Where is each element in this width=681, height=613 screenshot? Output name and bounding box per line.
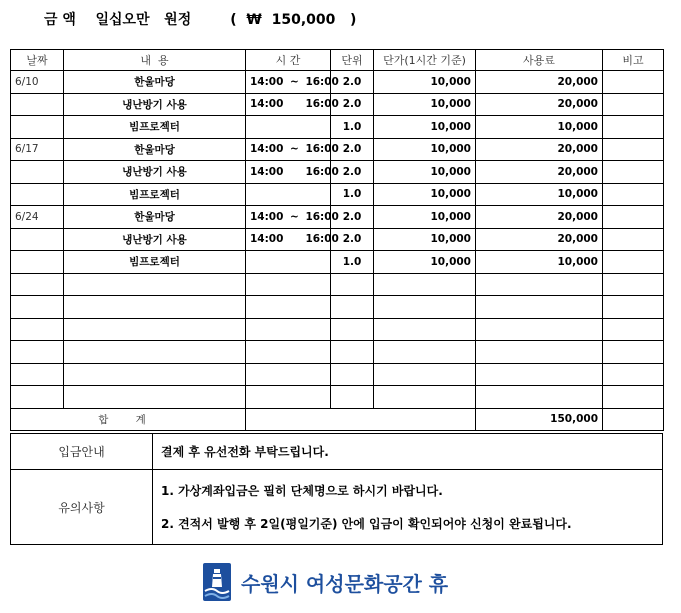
empty-cell bbox=[476, 386, 603, 409]
amount-unit: 원정 bbox=[164, 12, 192, 28]
row-item: 한울마당 bbox=[64, 138, 246, 161]
row-note bbox=[603, 161, 664, 184]
row-fee: 20,000 bbox=[476, 138, 603, 161]
table-row bbox=[11, 138, 664, 161]
notes-table bbox=[10, 433, 663, 545]
empty-cell bbox=[603, 341, 664, 364]
row-item: 빔프로젝터 bbox=[64, 251, 246, 274]
row-fee: 20,000 bbox=[476, 71, 603, 94]
row-time-to: 16:00 bbox=[305, 233, 339, 246]
amount-close-paren: ) bbox=[349, 12, 357, 28]
row-price: 10,000 bbox=[374, 183, 476, 206]
empty-cell bbox=[476, 296, 603, 319]
row-time-sep: ~ bbox=[290, 143, 299, 156]
organization-name: 수원시 여성문화공간 휴 bbox=[241, 571, 449, 596]
row-time bbox=[246, 228, 339, 251]
empty-cell bbox=[603, 318, 664, 341]
row-unit: 2.0 bbox=[331, 138, 374, 161]
header-time: 시 간 bbox=[246, 50, 331, 71]
row-time-to: 16:00 bbox=[305, 165, 339, 178]
row-price: 10,000 bbox=[374, 93, 476, 116]
row-note bbox=[603, 93, 664, 116]
row-price: 10,000 bbox=[374, 206, 476, 229]
row-item: 빔프로젝터 bbox=[64, 183, 246, 206]
empty-row bbox=[11, 318, 664, 341]
row-time bbox=[246, 93, 339, 116]
row-time-from: 14:00 bbox=[250, 143, 284, 156]
currency-symbol: ₩ bbox=[246, 12, 262, 28]
row-unit: 2.0 bbox=[331, 93, 374, 116]
empty-cell bbox=[374, 386, 476, 409]
empty-cell bbox=[11, 341, 64, 364]
table-row bbox=[11, 161, 664, 184]
amount-korean: 일십오만 bbox=[95, 12, 150, 28]
total-value: 150,000 bbox=[476, 408, 603, 431]
row-unit: 2.0 bbox=[331, 71, 374, 94]
row-note bbox=[603, 251, 664, 274]
empty-cell bbox=[374, 273, 476, 296]
empty-row bbox=[11, 273, 664, 296]
row-time bbox=[246, 71, 339, 94]
row-date: 6/24 bbox=[11, 206, 64, 229]
row-time-to: 16:00 bbox=[305, 98, 339, 111]
caution-row bbox=[11, 470, 663, 545]
header-fee: 사용료 bbox=[476, 50, 603, 71]
empty-cell bbox=[603, 386, 664, 409]
row-fee: 20,000 bbox=[476, 228, 603, 251]
total-note bbox=[603, 408, 664, 431]
empty-cell bbox=[246, 386, 331, 409]
row-note bbox=[603, 206, 664, 229]
row-unit: 1.0 bbox=[331, 116, 374, 139]
row-item: 빔프로젝터 bbox=[64, 116, 246, 139]
empty-cell bbox=[11, 318, 64, 341]
empty-cell bbox=[246, 341, 331, 364]
row-note bbox=[603, 71, 664, 94]
row-time-from: 14:00 bbox=[250, 210, 284, 223]
row-item: 한울마당 bbox=[64, 206, 246, 229]
empty-cell bbox=[11, 363, 64, 386]
empty-row bbox=[11, 386, 664, 409]
empty-cell bbox=[331, 273, 374, 296]
empty-row bbox=[11, 341, 664, 364]
row-date bbox=[11, 183, 64, 206]
row-date: 6/17 bbox=[11, 138, 64, 161]
row-time-from: 14:00 bbox=[250, 75, 284, 88]
row-note bbox=[603, 138, 664, 161]
empty-cell bbox=[476, 341, 603, 364]
header-item: 내 용 bbox=[64, 50, 246, 71]
row-price: 10,000 bbox=[374, 161, 476, 184]
caution-line-1: 1. 가상계좌입금은 필히 단체명으로 하시기 바랍니다. bbox=[161, 484, 443, 498]
row-fee: 10,000 bbox=[476, 183, 603, 206]
empty-cell bbox=[374, 318, 476, 341]
empty-cell bbox=[11, 296, 64, 319]
empty-cell bbox=[64, 296, 246, 319]
row-unit: 2.0 bbox=[331, 206, 374, 229]
row-time-from: 14:00 bbox=[250, 233, 284, 246]
row-time bbox=[246, 206, 339, 229]
header-row bbox=[11, 50, 664, 71]
caution-label: 유의사항 bbox=[11, 470, 153, 545]
row-date bbox=[11, 93, 64, 116]
empty-cell bbox=[246, 273, 331, 296]
row-price: 10,000 bbox=[374, 116, 476, 139]
row-note bbox=[603, 116, 664, 139]
empty-cell bbox=[603, 296, 664, 319]
row-time bbox=[246, 183, 331, 206]
row-fee: 20,000 bbox=[476, 93, 603, 116]
empty-cell bbox=[246, 318, 331, 341]
empty-cell bbox=[64, 318, 246, 341]
empty-cell bbox=[476, 273, 603, 296]
row-unit: 2.0 bbox=[331, 228, 374, 251]
empty-cell bbox=[374, 296, 476, 319]
row-time-to: 16:00 bbox=[305, 75, 339, 88]
row-time-to: 16:00 bbox=[305, 210, 339, 223]
caution-text bbox=[153, 470, 663, 545]
row-fee: 20,000 bbox=[476, 206, 603, 229]
table-row bbox=[11, 116, 664, 139]
row-fee: 10,000 bbox=[476, 116, 603, 139]
row-time-sep: ~ bbox=[290, 210, 299, 223]
header-unit: 단위 bbox=[331, 50, 374, 71]
row-fee: 20,000 bbox=[476, 161, 603, 184]
empty-cell bbox=[64, 273, 246, 296]
deposit-row bbox=[11, 434, 663, 470]
empty-cell bbox=[374, 363, 476, 386]
row-time-from: 14:00 bbox=[250, 165, 284, 178]
table-row bbox=[11, 251, 664, 274]
empty-cell bbox=[11, 386, 64, 409]
table-row bbox=[11, 206, 664, 229]
header-note: 비고 bbox=[603, 50, 664, 71]
amount-line bbox=[44, 9, 356, 29]
empty-row bbox=[11, 363, 664, 386]
empty-cell bbox=[331, 296, 374, 319]
row-price: 10,000 bbox=[374, 138, 476, 161]
amount-label: 금 액 bbox=[44, 12, 76, 28]
row-time bbox=[246, 116, 331, 139]
table-row bbox=[11, 71, 664, 94]
header-price: 단가(1시간 기준) bbox=[374, 50, 476, 71]
total-row bbox=[11, 408, 664, 431]
row-fee: 10,000 bbox=[476, 251, 603, 274]
row-price: 10,000 bbox=[374, 228, 476, 251]
row-item: 냉난방기 사용 bbox=[64, 161, 246, 184]
empty-cell bbox=[374, 341, 476, 364]
quote-table bbox=[10, 49, 664, 431]
empty-cell bbox=[603, 363, 664, 386]
amount-open-paren: ( bbox=[230, 12, 237, 28]
empty-cell bbox=[64, 386, 246, 409]
organization-logo bbox=[203, 563, 448, 601]
empty-cell bbox=[476, 363, 603, 386]
lighthouse-logo-icon bbox=[203, 563, 231, 601]
empty-cell bbox=[64, 363, 246, 386]
row-time-sep: ~ bbox=[290, 75, 299, 88]
deposit-text: 결제 후 유선전화 부탁드립니다. bbox=[153, 434, 663, 470]
row-time-to: 16:00 bbox=[305, 143, 339, 156]
empty-cell bbox=[11, 273, 64, 296]
empty-cell bbox=[246, 363, 331, 386]
caution-line-2: 2. 견적서 발행 후 2일(평일기준) 안에 입금이 확인되어야 신청이 완료됩니다. bbox=[161, 517, 572, 531]
header-date: 날짜 bbox=[11, 50, 64, 71]
row-note bbox=[603, 183, 664, 206]
row-time bbox=[246, 138, 339, 161]
empty-cell bbox=[246, 296, 331, 319]
row-date: 6/10 bbox=[11, 71, 64, 94]
empty-cell bbox=[476, 318, 603, 341]
row-date bbox=[11, 251, 64, 274]
table-row bbox=[11, 93, 664, 116]
empty-cell bbox=[603, 273, 664, 296]
row-date bbox=[11, 161, 64, 184]
row-price: 10,000 bbox=[374, 251, 476, 274]
empty-cell bbox=[331, 386, 374, 409]
row-item: 냉난방기 사용 bbox=[64, 93, 246, 116]
row-unit: 1.0 bbox=[331, 251, 374, 274]
empty-cell bbox=[331, 341, 374, 364]
empty-cell bbox=[64, 341, 246, 364]
table-row bbox=[11, 183, 664, 206]
row-unit: 1.0 bbox=[331, 183, 374, 206]
row-unit: 2.0 bbox=[331, 161, 374, 184]
row-note bbox=[603, 228, 664, 251]
total-label: 합 계 bbox=[11, 408, 246, 431]
row-time-from: 14:00 bbox=[250, 98, 284, 111]
amount-number: 150,000 bbox=[271, 12, 336, 28]
empty-cell bbox=[331, 318, 374, 341]
row-item: 냉난방기 사용 bbox=[64, 228, 246, 251]
total-blank bbox=[246, 408, 476, 431]
row-date bbox=[11, 228, 64, 251]
row-time bbox=[246, 251, 331, 274]
empty-cell bbox=[331, 363, 374, 386]
row-price: 10,000 bbox=[374, 71, 476, 94]
deposit-label: 입금안내 bbox=[11, 434, 153, 470]
row-time bbox=[246, 161, 339, 184]
row-date bbox=[11, 116, 64, 139]
row-item: 한울마당 bbox=[64, 71, 246, 94]
table-row bbox=[11, 228, 664, 251]
empty-row bbox=[11, 296, 664, 319]
